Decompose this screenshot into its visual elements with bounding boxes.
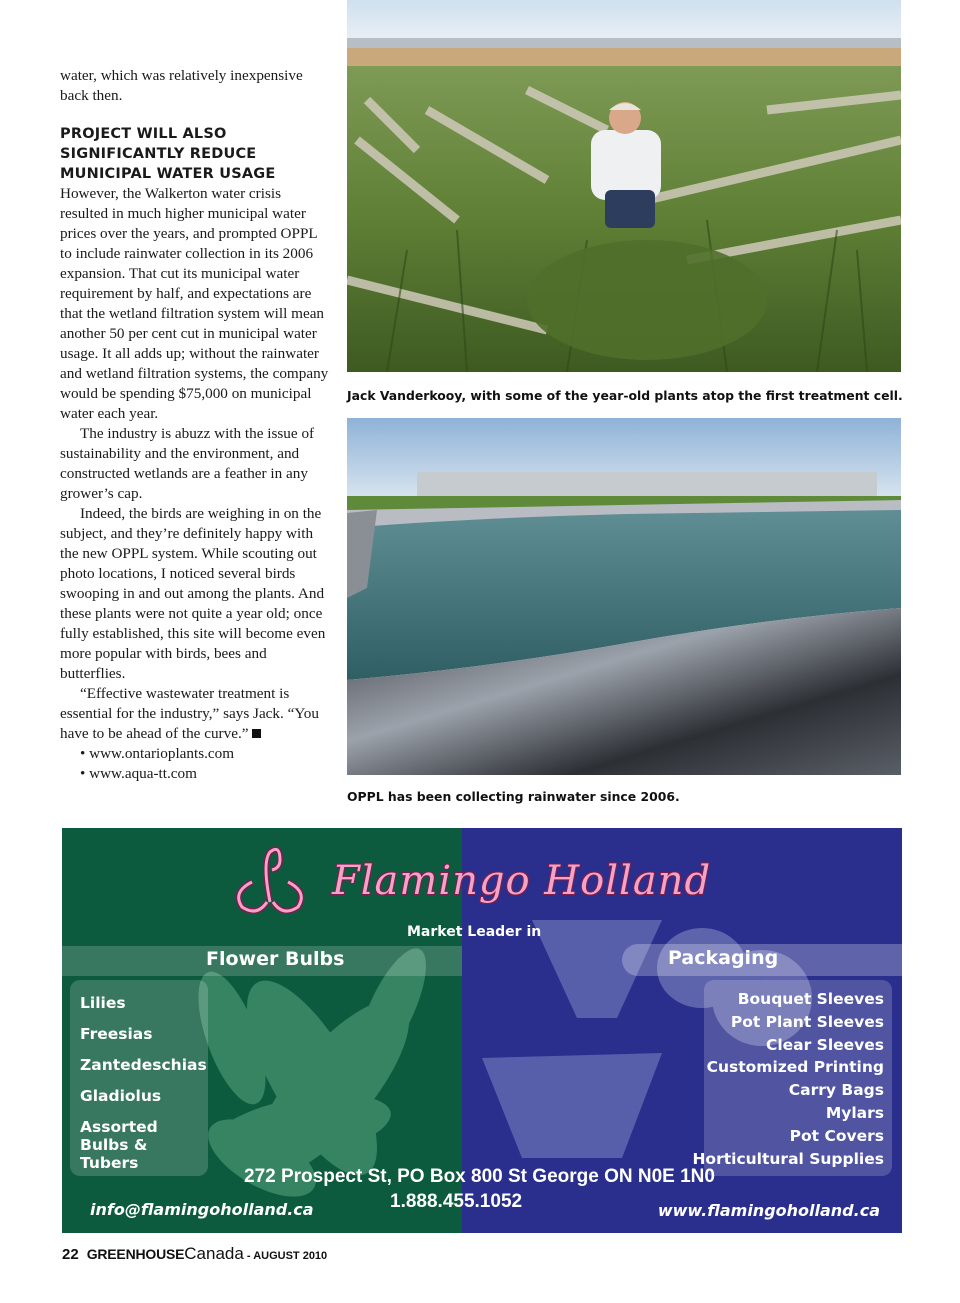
ad-tagline: Market Leader in [407,924,542,940]
flamingo-logo-icon [222,842,318,922]
packaging-item: Clear Sleeves [765,1035,884,1054]
article-paragraph [60,684,330,744]
ad-email-link[interactable]: info@flamingoholland.ca [90,1200,314,1219]
flower-bulbs-heading-band [62,946,462,976]
packaging-item: Carry Bags [788,1081,884,1100]
bulb-list [80,994,220,1185]
photo-rainwater-pond-image [347,418,901,775]
ad-phone[interactable]: 1.888.455.1052 [390,1191,523,1212]
link-list [60,744,330,784]
packaging-heading-band [622,944,902,976]
article-paragraph: However, the Walkerton water crisis resulted in much higher municipal water prices over the years, and prompted OPPL to include rainwater collection in its 2006 expansion. That cut its municipal water requirement by half, and expectations are that the wetland filtration system will mean another 50 per cent cut in municipal water usage. It all adds up; without the rainwater and wetland filtration systems, the company would be spending $75,000 on municipal water each year. [60,185,329,422]
packaging-item: Horticultural Supplies [692,1149,884,1168]
issue-date: - AUGUST 2010 [243,1250,328,1262]
packaging-item: Pot Plant Sleeves [730,1012,884,1031]
article-subheading: PROJECT WILL ALSO SIGNIFICANTLY REDUCE MUNICIPAL WATER USAGE [60,126,276,182]
link-aqua-tt[interactable]: • www.aqua-tt.com [80,765,197,782]
bulb-item: Lilies [80,994,126,1012]
end-of-article-mark [252,729,261,738]
bulb-item: Zantedeschias [80,1056,207,1074]
bulb-item: Freesias [80,1025,153,1043]
article-paragraph: Indeed, the birds are weighing in on the subject, and they’re definitely happy with the new OPPL system. While scouting out photo locations, I noticed several birds swooping in and out among the plants. And these plants were not quite a year old; once fully established, this site will become even more popular with birds, bees and butterflies. [60,505,326,682]
article-column [60,66,330,784]
magazine-brand-regular: Canada [184,1244,244,1263]
photo-wetland-plants [347,0,901,372]
photo-wetland-plants-image [347,0,901,372]
photo-caption: OPPL has been collecting rainwater since 2006. [347,789,680,804]
packaging-item: Customized Printing [706,1058,884,1077]
ad-company-name: Flamingo Holland [332,858,712,904]
packaging-item: Bouquet Sleeves [737,990,884,1008]
bulb-item: Gladiolus [80,1087,162,1105]
bulb-item: Assorted Bulbs & Tubers [80,1118,158,1172]
packaging-heading: Packaging [668,947,779,969]
page-footer [62,1244,327,1264]
link-ontarioplants[interactable]: • www.ontarioplants.com [80,745,235,762]
flamingo-holland-ad[interactable] [62,828,902,1233]
photo-rainwater-pond [347,418,901,775]
article-paragraph: water, which was relatively inexpensive back then. [60,67,303,104]
closing-quote: “Effective wastewater treatment is essential for the industry,” says Jack. “You have to be ahead of the curve.” [60,685,319,742]
flower-bulbs-heading: Flower Bulbs [206,948,345,970]
magazine-brand-bold: GREENHOUSE [86,1246,185,1262]
packaging-item: Mylars [825,1103,884,1122]
photo-caption: Jack Vanderkooy, with some of the year-old plants atop the first treatment cell. [347,388,903,403]
page-number: 22 [62,1246,79,1263]
ad-website-link[interactable]: www.flamingoholland.ca [657,1201,880,1220]
article-paragraph: The industry is abuzz with the issue of sustainability and the environment, and constructed wetlands are a feather in any grower’s cap. [60,425,315,502]
packaging-item: Pot Covers [789,1126,884,1145]
ad-address: 272 Prospect St, PO Box 800 St George ON N0E 1N0 [244,1166,715,1187]
packaging-list [692,988,884,1170]
